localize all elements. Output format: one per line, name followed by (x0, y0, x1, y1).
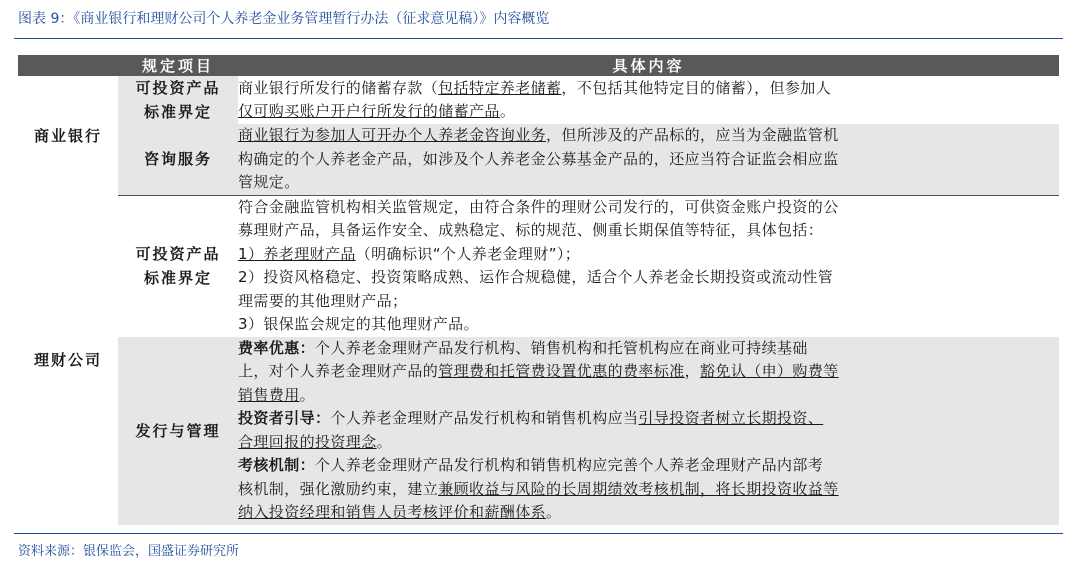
underlined-text: 包括特定养老储蓄 (438, 78, 562, 97)
text: 上，对个人养老金理财产品的 (238, 362, 439, 380)
item-label: 标准界定 (143, 103, 212, 121)
content-line: 理需要的其他理财产品； (238, 291, 408, 310)
text: 个人养老金理财产品发行机构和销售机构应当 (330, 409, 639, 427)
table-row (18, 124, 1059, 195)
underlined-text: 管理费和托管费设置优惠的费率标准 (438, 362, 685, 380)
table-row (18, 337, 1059, 525)
text: 商业银行所发行的储蓄存款（ (238, 78, 439, 97)
content-line: 构确定的个人养老金产品，如涉及个人养老金公募基金产品的，还应当符合证监会相应监 (238, 149, 839, 168)
item-bank-products (118, 76, 238, 124)
content-line: 募理财产品，具备运作安全、成熟稳定、标的规范、侧重长期保值等特征，具体包括： (238, 221, 824, 239)
text: ， (684, 362, 701, 380)
text: （明确标识“个人养老金理财”）； (355, 244, 581, 263)
item-label: 可投资产品 (135, 79, 221, 97)
text: 个人养老金理财产品发行机构、销售机构和托管机构应在商业可持续基础 (315, 338, 808, 357)
content-bank-products (238, 76, 1059, 124)
underlined-text: 兼顾收益与风险的长周期绩效考核机制，将长期投资收益等 (438, 479, 839, 498)
content-line (238, 337, 1059, 361)
table-row (18, 195, 1059, 337)
content-line: 2）投资风格稳定、投资策略成熟、运作合规稳健，适合个人养老金长期投资或流动性管 (238, 268, 834, 286)
text: 。 (376, 432, 393, 451)
text: 个人养老金理财产品发行机构和销售机构应完善个人养老金理财产品内部考 (315, 456, 824, 474)
item-label: 标准界定 (143, 269, 212, 287)
underlined-text: 豁免认（申）购费等 (700, 362, 839, 380)
figure-caption: 图表 9：《商业银行和理财公司个人养老金业务管理暂行办法（征求意见稿）》内容概览 (18, 11, 550, 27)
header-item: 规定项目 (118, 55, 238, 76)
text: 核机制，强化激励约束，建立 (238, 479, 439, 498)
entity-bank: 商业银行 (33, 127, 102, 145)
item-wealth-issuance: 发行与管理 (118, 337, 238, 525)
content-line (238, 384, 1059, 408)
content-wealth-issuance (238, 337, 1059, 525)
bold-label: 投资者引导： (238, 409, 331, 427)
content-line (238, 124, 1059, 148)
content-line (238, 407, 1059, 431)
text: 。 (299, 385, 316, 404)
content-bank-consulting (238, 124, 1059, 195)
header-content: 具体内容 (238, 55, 1059, 76)
underlined-text: 1）养老理财产品 (238, 244, 356, 263)
bold-label: 考核机制： (238, 456, 316, 474)
content-line: 管规定。 (238, 173, 300, 191)
content-line (238, 360, 1059, 384)
item-bank-consulting: 咨询服务 (118, 124, 238, 195)
caption-rule (14, 38, 1063, 39)
underlined-text: 纳入投资经理和销售人员考核评价和薪酬体系 (238, 503, 547, 521)
underlined-text: 仅可购买账户开户行所发行的储蓄产品 (238, 102, 500, 120)
content-line (238, 431, 1059, 455)
entity-wealth: 理财公司 (33, 351, 102, 370)
content-line (238, 501, 1059, 525)
underlined-text: 商业银行为参加人可开办个人养老金咨询业务 (238, 126, 547, 144)
text: ，但所涉及的产品标的，应当为金融监管机 (546, 126, 839, 144)
item-label: 可投资产品 (135, 245, 221, 263)
policy-table (18, 55, 1059, 525)
item-wealth-products (118, 195, 238, 337)
text: ，不包括其他特定目的储蓄），但参加人 (561, 78, 832, 97)
text: 。 (546, 503, 562, 521)
text: 。 (499, 102, 516, 120)
table-row (18, 76, 1059, 124)
table-bottom-rule (14, 533, 1063, 534)
content-line (238, 478, 1059, 502)
content-line: 3）银保监会规定的其他理财产品。 (238, 315, 479, 333)
underlined-text: 销售费用 (238, 385, 300, 404)
header-entity (18, 55, 118, 76)
bold-label: 费率优惠： (238, 338, 316, 357)
content-wealth-products (238, 195, 1059, 337)
content-line (238, 77, 1059, 101)
underlined-text: 引导投资者树立长期投资、 (638, 409, 824, 427)
content-line (238, 100, 1059, 124)
content-line (238, 454, 1059, 478)
content-line: 符合金融监管机构相关监管规定，由符合条件的理财公司发行的，可供资金账户投资的公 (238, 197, 839, 216)
table-header-row (18, 55, 1059, 76)
underlined-text: 合理回报的投资理念 (238, 432, 377, 451)
content-line (238, 243, 1059, 267)
source-note: 资料来源：银保监会，国盛证券研究所 (18, 544, 240, 559)
